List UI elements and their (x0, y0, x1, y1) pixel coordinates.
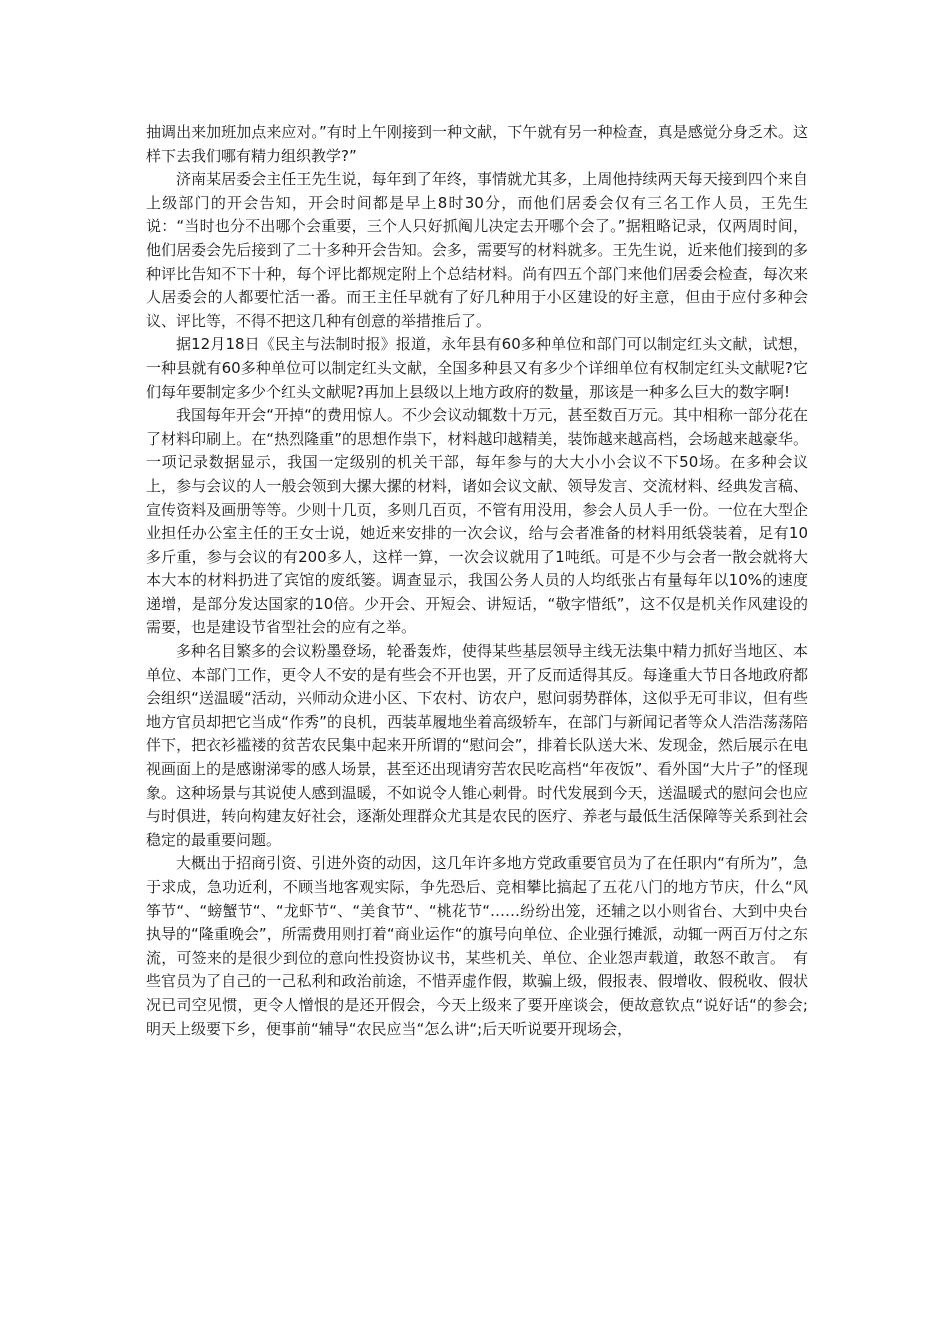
paragraph-continued: 抽调出来加班加点来应对。”有时上午刚接到一种文献，下午就有另一种检查，真是感觉分身乏术。这样下去我们哪有精力组织教学?” (146, 123, 808, 165)
paragraph-jinan-committee: 济南某居委会主任王先生说，每年到了年终，事情就尤其多，上周他持续两天每天接到四个来自上级部门的开会告知，开会时间都是早上8时30分，而他们居委会仅有三名工作人员，王先生说：“当时也分不出哪个会重要，三个人只好抓阄儿决定去开哪个会了。”据粗略记录，仅两周时间，他们居委会先后接到了二十多种开会告知。会多，需要写的材料就多。王先生说，近来他们接到的多种评比告知不下十种，每个评比都规定附上个总结材料。尚有四五个部门来他们居委会检查，每次来人居委会的人都要忙活一番。而王主任早就有了好几种用于小区建设的好主意，但由于应付多种会议、评比等，不得不把这几种有创意的举措推后了。 (146, 170, 808, 330)
paragraph-red-header-documents: 据12月18日《民主与法制时报》报道，永年县有60多种单位和部门可以制定红头文献，试想，一种县就有60多种单位可以制定红头文献，全国多种县又有多少个详细单位有权制定红头文献呢?它们每年要制定多少个红头文献呢?再加上县级以上地方政府的数量，那该是一种多么巨大的数字啊! (146, 335, 808, 401)
document-body (146, 121, 808, 1041)
paragraph-meeting-costs: 我国每年开会“开掉“的费用惊人。不少会议动辄数十万元，甚至数百万元。其中相称一部分花在了材料印刷上。在“热烈隆重”的思想作祟下，材料越印越精美，装饰越来越高档，会场越来越豪华。一项记录数据显示，我国一定级别的机关干部，每年参与的大大小小会议不下50场。在多种会议上，参与会议的人一般会领到大摞大摞的材料，诸如会议文献、领导发言、交流材料、经典发言稿、宣传资料及画册等等。少则十几页，多则几百页，不管有用没用，参会人员人手一份。一位在大型企业担任办公室主任的王女士说，她近来安排的一次会议，给与会者准备的材料用纸袋装着，足有10多斤重，参与会议的有200多人，这样一算，一次会议就用了1吨纸。可是不少与会者一散会就将大本大本的材料扔进了宾馆的废纸篓。调查显示，我国公务人员的人均纸张占有量每年以10%的速度递增，是部分发达国家的10倍。少开会、开短会、讲短话，“敬字惜纸”，这不仅是机关作风建设的需要，也是建设节省型社会的应有之举。 (146, 406, 808, 637)
paragraph-condolence-meetings: 多种名目繁多的会议粉墨登场，轮番轰炸，使得某些基层领导主线无法集中精力抓好当地区、本单位、本部门工作，更令人不安的是有些会不开也罢，开了反而适得其反。每逢重大节日各地政府都会组织“送温暖“活动，兴师动众进小区、下农村、访农户，慰问弱势群体，这似乎无可非议，但有些地方官员却把它当成“作秀”的良机，西装革履地坐着高级轿车，在部门与新闻记者等众人浩浩荡荡陪伴下，把衣衫褴褛的贫苦农民集中起来开所谓的“慰问会”，排着长队送大米、发现金，然后展示在电视画面上的是感谢涕零的感人场景，甚至还出现请穷苦农民吃高档“年夜饭”、看外国“大片子”的怪现象。这种场景与其说使人感到温暖，不如说令人锥心刺骨。时代发展到今天，送温暖式的慰问会也应与时俱进，转向构建友好社会，逐渐处理群众尤其是农民的医疗、养老与最低生活保障等关系到社会稳定的最重要问题。 (146, 642, 808, 849)
paragraph-local-festivals: 大概出于招商引资、引进外资的动因，这几年许多地方党政重要官员为了在任职内“有所为”，急于求成，急功近利，不顾当地客观实际，争先恐后、竞相攀比搞起了五花八门的地方节庆，什么“风筝节“、“螃蟹节“、“龙虾节“、“美食节“、“桃花节“……纷纷出笼，还辅之以小则省台、大到中央台执导的“隆重晚会”，所需费用则打着“商业运作“的旗号向单位、企业强行摊派，动辄一两百万付之东流，可签来的是很少到位的意向性投资协议书，某些机关、单位、企业怨声载道，敢怒不敢言。 有些官员为了自己的一己私利和政治前途，不惜弄虚作假，欺骗上级，假报表、假增收、假税收、假状况已司空见惯，更令人憎恨的是还开假会，今天上级来了要开座谈会，便故意钦点“说好话“的参会;明天上级要下乡，便事前“辅导“农民应当“怎么讲“;后天听说要开现场会， (146, 854, 808, 1038)
